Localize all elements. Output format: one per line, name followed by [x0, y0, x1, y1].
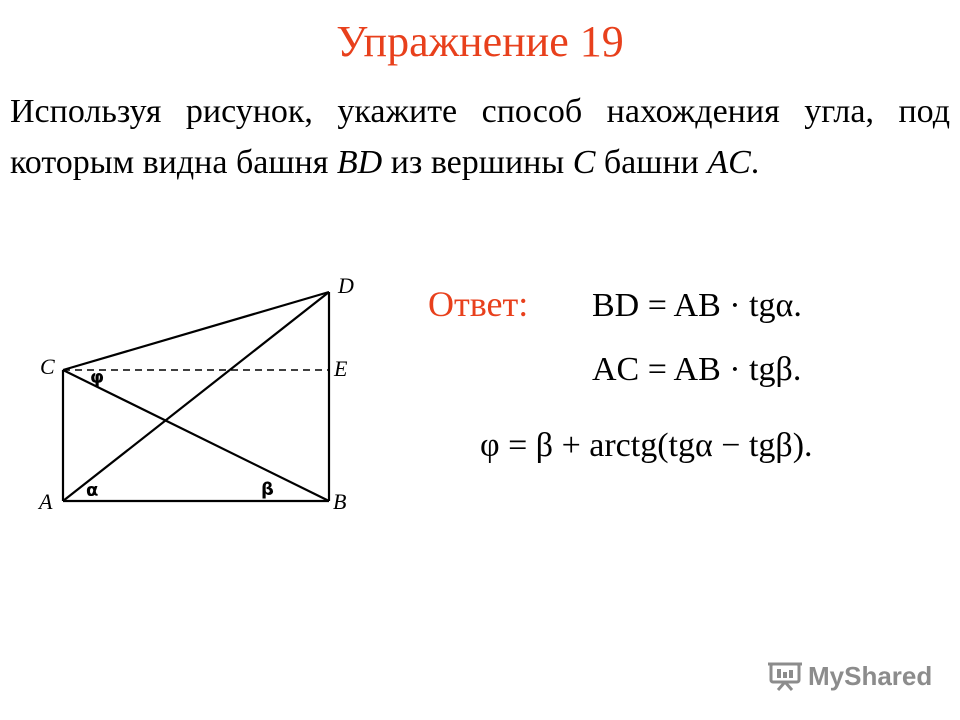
answer-label: Ответ:	[428, 284, 529, 324]
watermark-text: MyShared	[808, 660, 933, 691]
segment-ad	[63, 292, 329, 501]
problem-text-2: из вершины	[382, 144, 573, 181]
vertex-c: C	[572, 144, 596, 181]
slide-title: Упражнение 19	[336, 17, 624, 66]
point-b-label: B	[333, 489, 347, 514]
watermark-logo	[768, 656, 932, 696]
tower-ac: AC	[707, 144, 751, 181]
tower-bd: BD	[336, 144, 383, 181]
point-e-label: E	[334, 356, 348, 381]
segment-cb	[63, 370, 329, 501]
formula-bd: BD = AB · tgα.	[592, 287, 802, 324]
angle-phi-label: φ	[90, 367, 105, 388]
problem-text-3: башни	[595, 144, 708, 181]
angle-beta-label: β	[261, 479, 274, 500]
angle-alpha-label: α	[86, 480, 99, 501]
problem-text-1: Используя рисунок, укажите способ нахождения угла, под которым видна башня	[10, 93, 950, 181]
formula-ac: AC = AB · tgβ.	[592, 351, 802, 388]
segment-cd	[63, 292, 329, 370]
presentation-board-icon	[768, 661, 802, 691]
point-a-label: A	[39, 489, 53, 514]
formula-phi: φ = β + arctg(tgα − tgβ).	[480, 427, 813, 464]
point-d-label: D	[338, 273, 354, 298]
problem-text-4: .	[750, 144, 760, 181]
point-c-label: C	[40, 354, 55, 379]
